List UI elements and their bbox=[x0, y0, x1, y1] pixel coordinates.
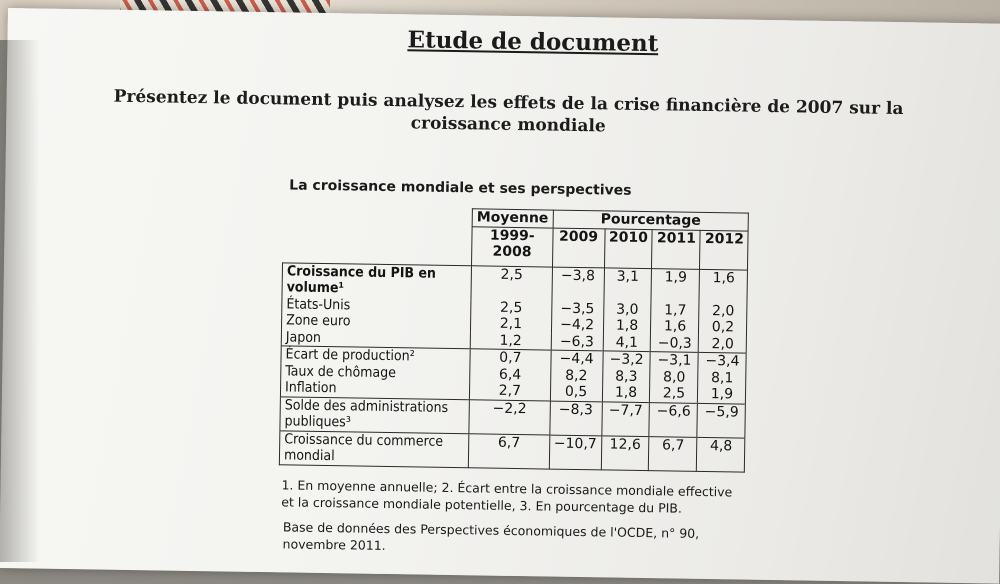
header-percent: Pourcentage bbox=[553, 210, 749, 231]
table-cell: −2,2 bbox=[469, 399, 550, 434]
table-cell: 1,6 bbox=[651, 318, 699, 335]
table-cell: 2,5 bbox=[650, 385, 698, 403]
table-cell: −5,9 bbox=[697, 403, 745, 438]
table-cell: 3,1 bbox=[603, 267, 651, 301]
table-cell: 0,7 bbox=[470, 349, 551, 367]
table-cell: 6,7 bbox=[649, 436, 697, 471]
table-cell: −4,4 bbox=[551, 350, 603, 368]
shadow-left bbox=[0, 40, 40, 562]
table-cell: 4,8 bbox=[697, 437, 745, 472]
row-label: Solde des administrations publiques³ bbox=[280, 396, 470, 433]
table-cell: −0,3 bbox=[651, 335, 699, 353]
table-cell: 1,2 bbox=[470, 332, 551, 350]
table-cell: −3,8 bbox=[552, 267, 604, 301]
table-cell: 3,0 bbox=[603, 301, 651, 318]
table-cell: −8,3 bbox=[549, 401, 601, 436]
header-period: 1999-2008 bbox=[472, 226, 553, 266]
row-label: Croissance du PIB en volume¹ bbox=[282, 262, 472, 298]
table-cell: −7,7 bbox=[601, 401, 649, 436]
table-cell: 0,5 bbox=[550, 384, 602, 402]
header-year: 2011 bbox=[652, 229, 701, 269]
table-cell: 1,7 bbox=[651, 302, 699, 319]
header-average: Moyenne bbox=[472, 209, 553, 228]
table-body bbox=[279, 262, 748, 471]
header-year: 2009 bbox=[552, 228, 605, 268]
row-label: Taux de chômage bbox=[281, 363, 470, 382]
row-label: Croissance du commerce mondial bbox=[279, 430, 469, 467]
table-cell: 4,1 bbox=[603, 334, 651, 352]
row-label: Écart de production² bbox=[281, 346, 470, 366]
table-cell: 6,4 bbox=[470, 366, 551, 384]
source-citation: Base de données des Perspectives économiques de l'OCDE, n° 90, novembre 2011. bbox=[282, 519, 700, 553]
table-cell: 2,7 bbox=[469, 382, 550, 400]
table-cell: −6,3 bbox=[551, 333, 603, 351]
header-year: 2010 bbox=[604, 228, 653, 268]
table-cell: 12,6 bbox=[601, 435, 649, 470]
paper-sheet bbox=[0, 8, 1000, 584]
table-cell: 8,2 bbox=[550, 367, 602, 384]
table-cell: 8,1 bbox=[698, 369, 746, 386]
table-cell: 6,7 bbox=[468, 433, 549, 468]
table-cell: 0,2 bbox=[699, 319, 747, 336]
table-cell: −6,6 bbox=[649, 402, 697, 437]
growth-table bbox=[279, 205, 749, 472]
table-cell: −3,1 bbox=[650, 352, 698, 370]
table-title: La croissance mondiale et ses perspectives bbox=[289, 177, 632, 199]
table-cell: −3,4 bbox=[698, 352, 746, 370]
table-cell: 2,0 bbox=[699, 335, 747, 353]
table-cell: 1,9 bbox=[698, 386, 746, 404]
row-label: États-Unis bbox=[282, 296, 471, 315]
table-cell: −4,2 bbox=[551, 317, 603, 334]
table-cell: 2,0 bbox=[699, 302, 747, 319]
table-cell: −3,5 bbox=[551, 300, 603, 317]
table-cell: 2,5 bbox=[471, 299, 552, 317]
table-cell: 8,3 bbox=[602, 368, 650, 385]
row-label: Japon bbox=[281, 329, 470, 349]
table-cell: 1,6 bbox=[699, 269, 747, 303]
instruction-text: Présentez le document puis analysez les effets de la crise financière de 2007 sur la croissance mondiale bbox=[113, 86, 904, 137]
table-cell: 2,1 bbox=[470, 315, 551, 333]
table-row bbox=[279, 430, 745, 471]
document-title: Etude de document bbox=[407, 26, 659, 58]
row-label: Zone euro bbox=[281, 312, 470, 331]
table-cell: −3,2 bbox=[602, 351, 650, 369]
table-cell: 8,0 bbox=[650, 369, 698, 386]
footnotes: 1. En moyenne annuelle; 2. Écart entre la croissance mondiale effective et la croissance mondiale potentielle, 3. En pourcentage du PIB. bbox=[281, 477, 733, 516]
header-year: 2012 bbox=[700, 230, 749, 270]
table-cell: −10,7 bbox=[549, 435, 601, 470]
table-cell: 1,8 bbox=[602, 384, 650, 402]
table-cell: 2,5 bbox=[471, 265, 552, 300]
table-cell: 1,8 bbox=[603, 317, 651, 334]
table-cell: 1,9 bbox=[651, 268, 699, 302]
row-label: Inflation bbox=[280, 379, 469, 399]
